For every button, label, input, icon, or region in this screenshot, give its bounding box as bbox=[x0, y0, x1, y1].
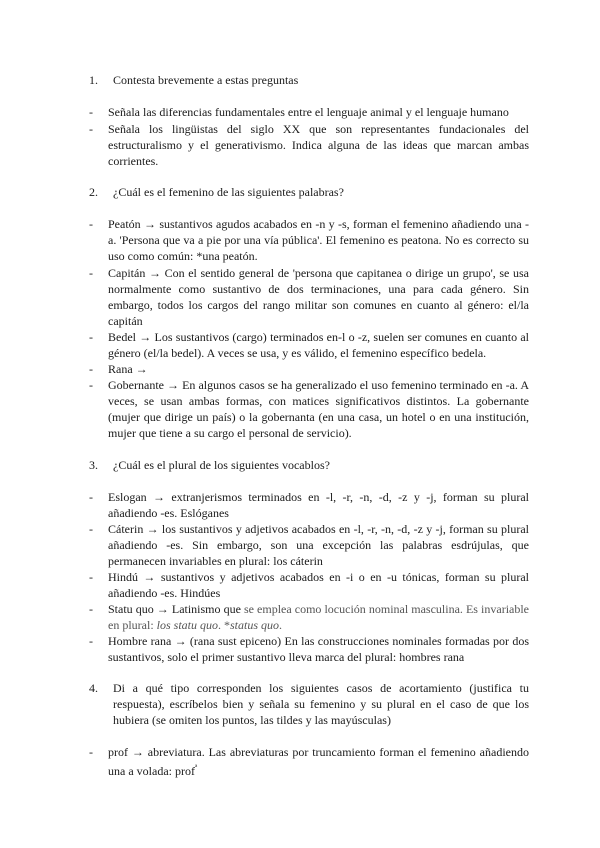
list-item: - Hombre rana → (rana sust epiceno) En las construcciones nominales formadas por dos sustantivos, solo el primer sustantivo lleva marca del plural: hombres rana bbox=[89, 634, 529, 664]
list-item: - prof → abreviatura. Las abreviaturas por truncamiento forman el femenino añadiendo una a volada: prof$^ª$ bbox=[89, 745, 529, 778]
question-2 bbox=[0, 184, 600, 200]
question-3 bbox=[0, 457, 600, 473]
list-item: - Eslogan → extranjerismos terminados en -l, -r, -n, -d, -z y -j, forman su plural añadiendo -es. Eslóganes bbox=[89, 490, 529, 520]
list-item: - Señala los lingüistas del siglo XX que son representantes fundacionales del estructuralismo y el generativismo. Indica alguna de las ideas que marcan ambas corrientes. bbox=[89, 122, 529, 168]
question-title: Di a qué tipo corresponden los siguientes casos de acortamiento (justifica tu respuesta), escríbelos bien y señala su femenino y su plural en el caso de que los hubiera (se omiten los puntos, las tildes y las mayúsculas) bbox=[113, 681, 529, 727]
question-title: Contesta brevemente a estas preguntas bbox=[113, 73, 299, 87]
question-number: 3. bbox=[89, 458, 98, 472]
list-item: - Statu quo → Latinismo que se emplea como locución nominal masculina. Es invariable en plural: los statu quo. *status quo. bbox=[89, 602, 530, 632]
list-item: - Señala las diferencias fundamentales entre el lenguaje animal y el lenguaje humano bbox=[89, 105, 509, 119]
list-item: - Rana → bbox=[89, 362, 148, 376]
question-4 bbox=[0, 680, 600, 728]
question-title: ¿Cuál es el femenino de las siguientes palabras? bbox=[113, 185, 344, 199]
list-item: - Hindú → sustantivos y adjetivos acabados en -i o en -u tónicas, forman su plural añadiendo -es. Hindúes bbox=[89, 570, 529, 600]
question-number: 1. bbox=[89, 73, 98, 87]
list-item: - Bedel → Los sustantivos (cargo) terminados en-l o -z, suelen ser comunes en cuanto al género (el/la bedel). A veces se usa, y es válido, el femenino específico bedela. bbox=[89, 330, 529, 360]
question-title: ¿Cuál es el plural de los siguientes vocablos? bbox=[113, 458, 330, 472]
question-1 bbox=[0, 72, 600, 88]
question-number: 2. bbox=[89, 185, 98, 199]
list-item: - Capitán → Con el sentido general de 'persona que capitanea o dirige un grupo', se usa normalmente como sustantivo de dos terminaciones, una para cada género. Sin embargo, todos los cargos del rango militar son comunes en cuanto al género: el/la capitán bbox=[89, 266, 529, 328]
list-item: - Peatón → sustantivos agudos acabados en -n y -s, forman el femenino añadiendo una -a. 'Persona que va a pie por una vía pública'. El femenino es peatona. No es correcto su uso como común: *una peatón. bbox=[89, 217, 529, 263]
list-item: - Cáterin → los sustantivos y adjetivos acabados en -l, -r, -n, -d, -z y -j, forman su plural añadiendo -es. Sin embargo, son una excepción las palabras esdrújulas, que permanecen invariables en plural: los cáterin bbox=[89, 522, 529, 568]
list-item: - Gobernante → En algunos casos se ha generalizado el uso femenino terminado en -a. A veces, se usan ambas formas, con matices significativos distintos. La gobernante (mujer que dirige un país) o la gobernanta (en una casa, un hotel o en una institución, mujer que tiene a su cargo el personal de servicio). bbox=[89, 378, 529, 440]
question-number: 4. bbox=[89, 681, 98, 695]
